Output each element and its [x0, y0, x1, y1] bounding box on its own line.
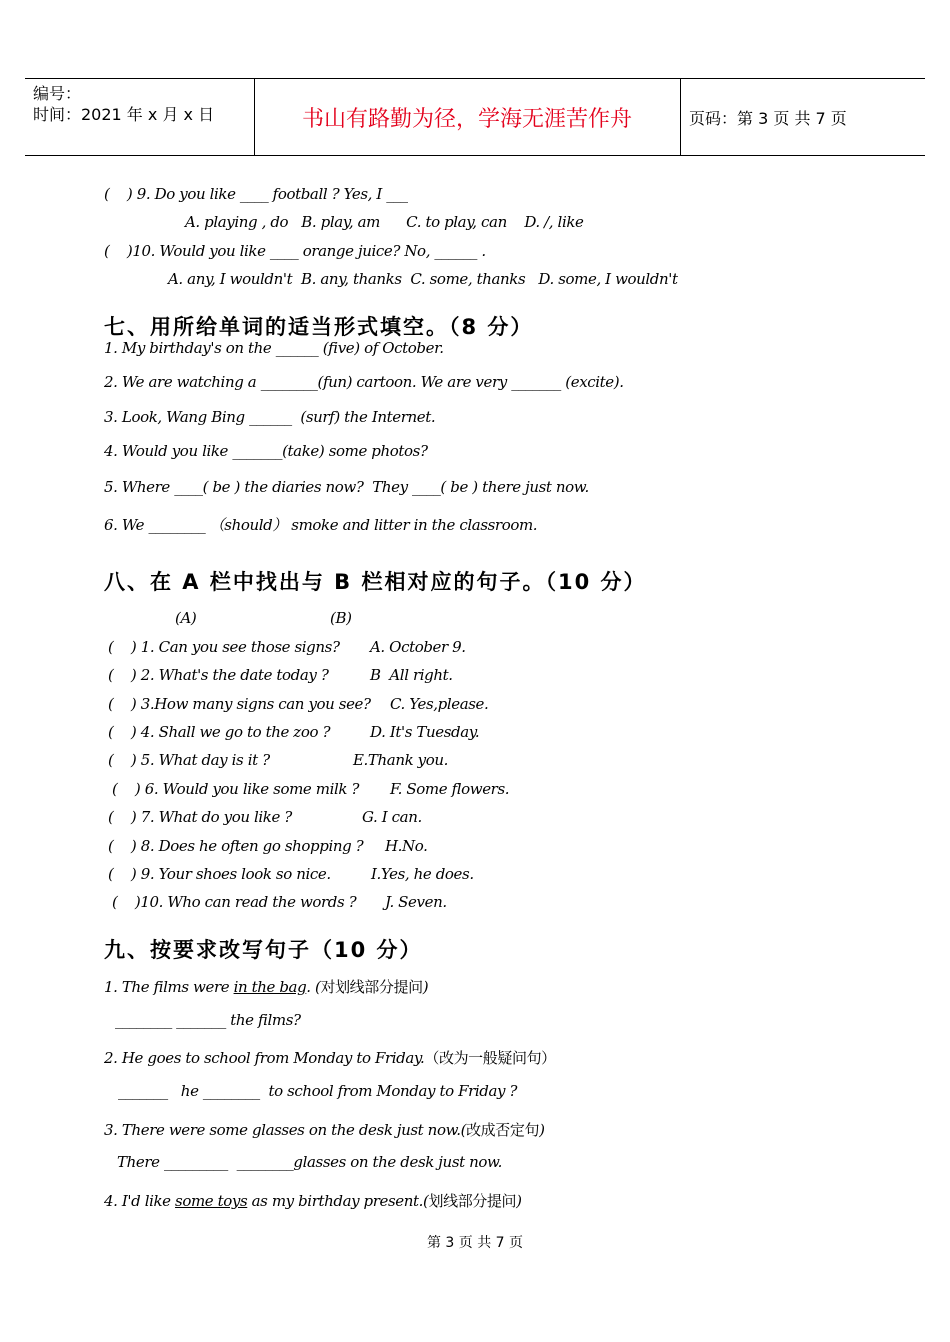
rewrite-instruction: （改为一般疑问句）	[424, 1049, 556, 1067]
header-divider	[680, 79, 681, 155]
match-b: C. Yes,please.	[390, 695, 489, 713]
match-b: E.Thank you.	[353, 751, 448, 769]
question-10-options: A. any, I wouldn't B. any, thanks C. some, thanks D. some, I wouldn't	[168, 270, 678, 288]
rewrite-text: )	[539, 1121, 545, 1139]
page-footer: 第 3 页 共 7 页	[426, 1235, 524, 1251]
question-9: ( ) 9. Do you like ____ football ? Yes, I ___	[104, 185, 408, 203]
rewrite-text: 3. There were some glasses on the desk just now.(	[104, 1121, 467, 1139]
match-a: ( ) 6. Would you like some milk ?	[112, 780, 360, 798]
rewrite-instruction: 改成否定句	[466, 1121, 540, 1139]
match-b: G. I can.	[362, 808, 422, 826]
match-a: ( ) 7. What do you like ?	[108, 808, 292, 826]
header-meta	[33, 83, 214, 125]
match-a: ( ) 5. What day is it ?	[108, 751, 270, 769]
rewrite-text: )	[516, 1192, 522, 1210]
header-time-label: 时间：2021 年 x 月 x 日	[33, 105, 215, 124]
match-a: ( ) 2. What's the date today ?	[108, 666, 329, 684]
match-b: B All right.	[370, 666, 453, 684]
answer-line-1: ________ _______ the films?	[115, 1011, 301, 1029]
match-b: J. Seven.	[385, 893, 447, 911]
fill-item: 4. Would you like _______(take) some photos?	[104, 442, 428, 460]
underlined-phrase: in the bag	[233, 978, 307, 996]
rewrite-instruction: 划线部分提问	[428, 1192, 517, 1210]
fill-item: 5. Where ____( be ) the diaries now? They ____( be ) there just now.	[104, 478, 589, 496]
rewrite-instruction: 对划线部分提问	[320, 978, 423, 996]
rewrite-item-4	[104, 1190, 522, 1211]
header-motto: 书山有路勤为径，学海无涯苦作舟	[301, 106, 632, 132]
match-a: ( ) 9. Your shoes look so nice.	[108, 865, 331, 883]
rewrite-text: as my birthday present.(	[247, 1192, 429, 1210]
match-b: H.No.	[385, 837, 428, 855]
rewrite-text: 1. The films were	[104, 978, 234, 996]
question-9-options: A. playing , do B. play, am C. to play, can D. /, like	[185, 213, 584, 231]
section-7-heading: 七、用所给单词的适当形式填空。（8 分）	[104, 315, 534, 339]
match-b: D. It's Tuesday.	[370, 723, 480, 741]
fill-item: 2. We are watching a ________(fun) cartoon. We are very _______ (excite).	[104, 373, 624, 391]
rewrite-item-2	[104, 1047, 556, 1068]
match-b: F. Some flowers.	[390, 780, 510, 798]
match-a: ( ) 3.How many signs can you see?	[108, 695, 371, 713]
page-header	[25, 78, 925, 156]
rewrite-text: 4. I'd like	[104, 1192, 176, 1210]
underlined-phrase: some toys	[175, 1192, 248, 1210]
match-a: ( )10. Who can read the words ?	[112, 893, 357, 911]
match-b: A. October 9.	[370, 638, 466, 656]
rewrite-text: )	[422, 978, 429, 996]
section-8-heading: 八、在 A 栏中找出与 B 栏相对应的句子。（10 分）	[104, 570, 647, 594]
column-b-label: (B)	[330, 609, 352, 627]
fill-item: 6. We ________ （should） smoke and litter in the classroom.	[104, 516, 538, 534]
rewrite-item-3	[104, 1119, 545, 1140]
fill-item: 3. Look, Wang Bing ______ (surf) the Internet.	[104, 408, 436, 426]
question-10: ( )10. Would you like ____ orange juice? No, ______ .	[104, 242, 486, 260]
answer-line-3: There _________ ________glasses on the desk just now.	[117, 1153, 503, 1171]
answer-line-2: _______ he ________ to school from Monday to Friday ?	[118, 1082, 518, 1100]
fill-item: 1. My birthday's on the ______ (five) of October.	[104, 339, 444, 357]
header-page-label: 页码：第 3 页 共 7 页	[689, 108, 847, 128]
section-9-heading: 九、按要求改写句子（10 分）	[104, 938, 423, 962]
match-b: I.Yes, he does.	[371, 865, 474, 883]
header-id-label: 编号：	[33, 84, 82, 103]
match-a: ( ) 8. Does he often go shopping ?	[108, 837, 364, 855]
column-a-label: (A)	[175, 609, 197, 627]
match-a: ( ) 4. Shall we go to the zoo ?	[108, 723, 331, 741]
rewrite-item-1	[104, 976, 428, 997]
match-a: ( ) 1. Can you see those signs?	[108, 638, 340, 656]
rewrite-text: 2. He goes to school from Monday to Friday.	[104, 1049, 425, 1067]
rewrite-text: . (	[306, 978, 321, 996]
